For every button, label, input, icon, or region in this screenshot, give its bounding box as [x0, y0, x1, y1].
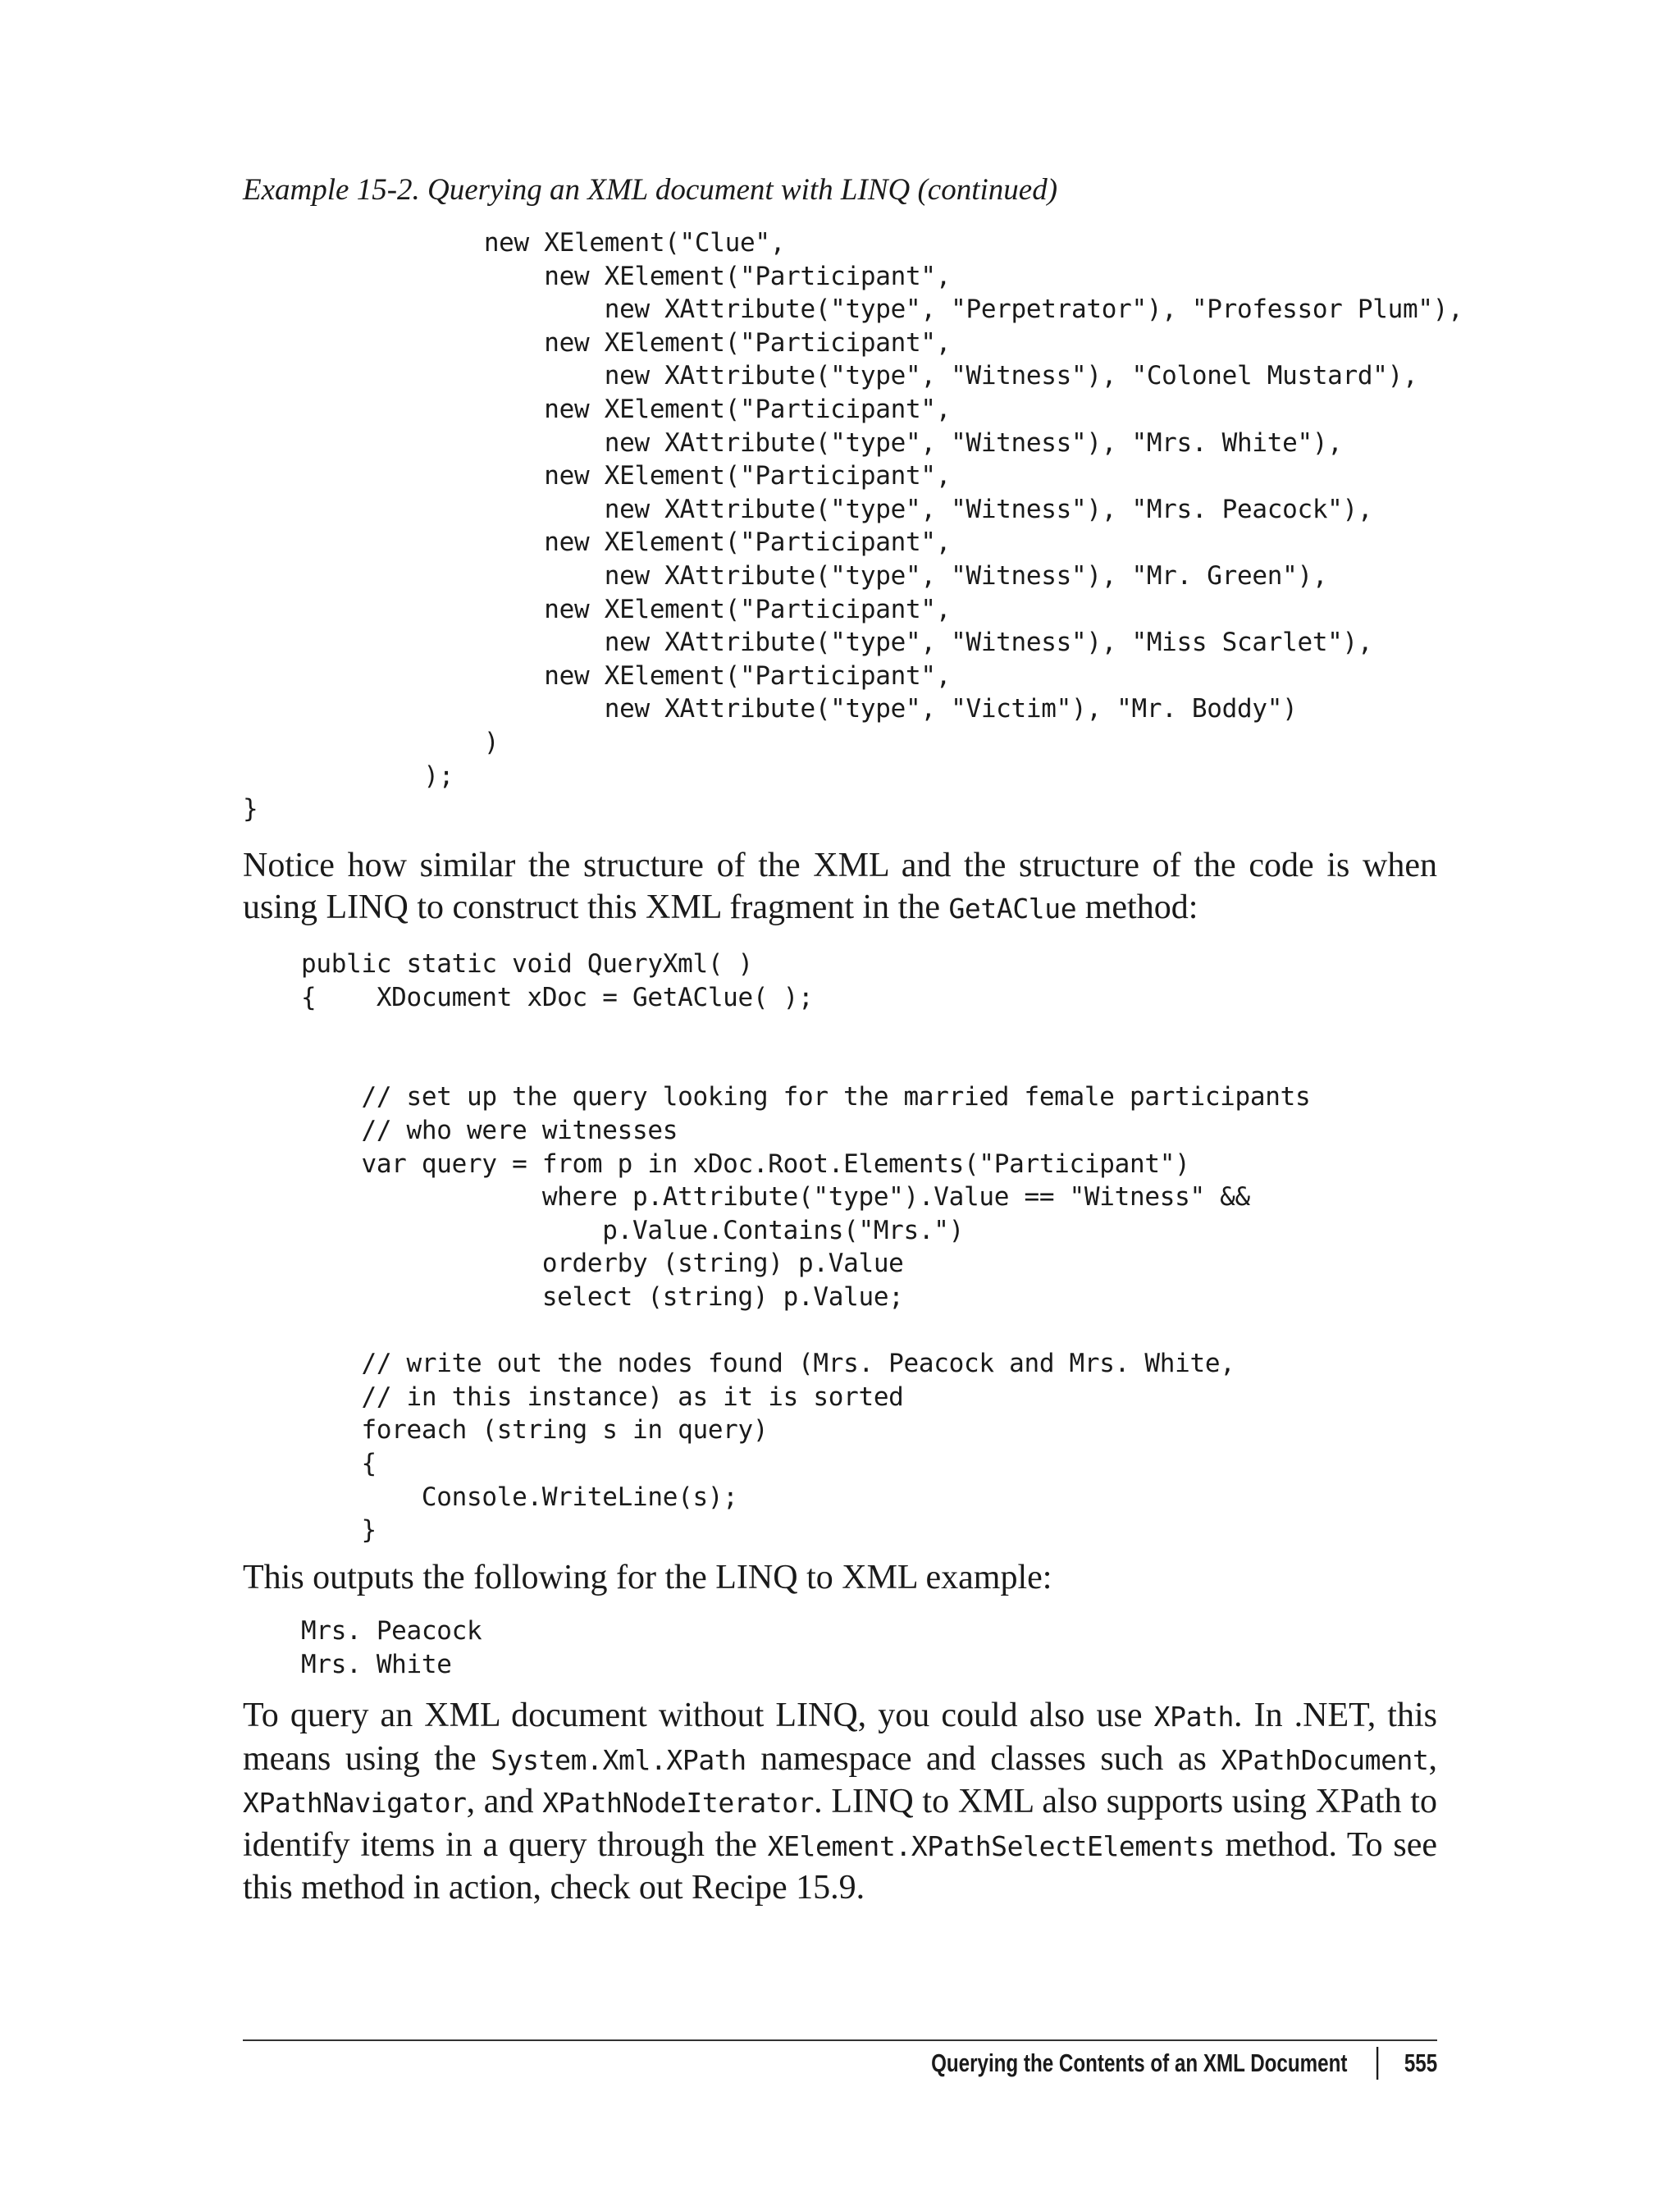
paragraph-text: . LINQ to XML also supports using XPath to identify items in a query through the: [243, 1783, 1437, 1864]
inline-code: GetAClue: [948, 892, 1077, 925]
page-number: 555: [1404, 2048, 1437, 2077]
inline-code: System.Xml.XPath: [491, 1743, 746, 1776]
paragraph-xpath-note: [243, 1695, 1437, 1909]
paragraph-text: namespace and classes such as: [746, 1739, 1221, 1778]
inline-code: XPathDocument: [1221, 1743, 1429, 1776]
paragraph-text: ,: [1428, 1739, 1437, 1778]
paragraph-text: Notice how similar the structure of the XML and the structure of the code is when using LINQ to construct this XML fragment in the: [243, 847, 1437, 926]
inline-code: XPath: [1153, 1701, 1234, 1733]
inline-code: XPathNavigator: [243, 1787, 467, 1819]
paragraph-text: method:: [1076, 888, 1198, 926]
page-footer: [931, 2043, 1437, 2084]
footer-divider: [243, 2039, 1437, 2041]
paragraph-text: To query an XML document without LINQ, you could also use: [243, 1697, 1154, 1734]
footer-separator: [1376, 2047, 1378, 2080]
paragraph-output-intro: This outputs the following for the LINQ to XML example:: [243, 1559, 1052, 1596]
inline-code: XPathNodeIterator: [542, 1787, 815, 1819]
code-block-output: Mrs. Peacock Mrs. White: [301, 1616, 482, 1679]
paragraph-structure-note: [243, 845, 1437, 929]
paragraph-text: , and: [466, 1783, 543, 1820]
running-footer-title: Querying the Contents of an XML Document: [930, 2048, 1348, 2077]
paragraph-text: . In .NET, this means using the: [243, 1697, 1437, 1778]
example-caption: Example 15-2. Querying an XML document with LINQ (continued): [243, 173, 1058, 207]
code-block-xml-construction: new XElement("Clue", new XElement("Participant", new XAttribute("type", "Perpetrator"), "Professor Plum"), new XElement("Participant", new XAttribute("type", "Witness"), "Colonel Mustard"), new XElement("Participant", new XAttribute("type", "Witness"), "Mrs. White"), new XElement("Participant", new XAttribute("type", "Witness"), "Mrs. Peacock"), new XElement("Participant", new XAttribute("type", "Witness"), "Mr. Green"), new XElement("Participant", new XAttribute("type", "Witness"), "Miss Scarlet"), new XElement("Participant", new XAttribute("type", "Victim"), "Mr. Boddy") ) ); }: [243, 228, 1463, 824]
inline-code: XElement.XPathSelectElements: [767, 1829, 1215, 1862]
paragraph-text: method. To see this method in action, check out Recipe 15.9.: [243, 1825, 1437, 1907]
code-block-query-xml: public static void QueryXml( ) { XDocument xDoc = GetAClue( ); // set up the query looking for the married female participants // who were witnesses var query = from p in xDoc.Root.Elements("Participant") where p.Attribute("type").Value == "Witness" && p.Value.Contains("Mrs.") orderby (string) p.Value select (string) p.Value; // write out the nodes found (Mrs. Peacock and Mrs. White, // in this instance) as it is sorted foreach (string s in query) { Console.WriteLine(s); }: [301, 949, 1311, 1546]
